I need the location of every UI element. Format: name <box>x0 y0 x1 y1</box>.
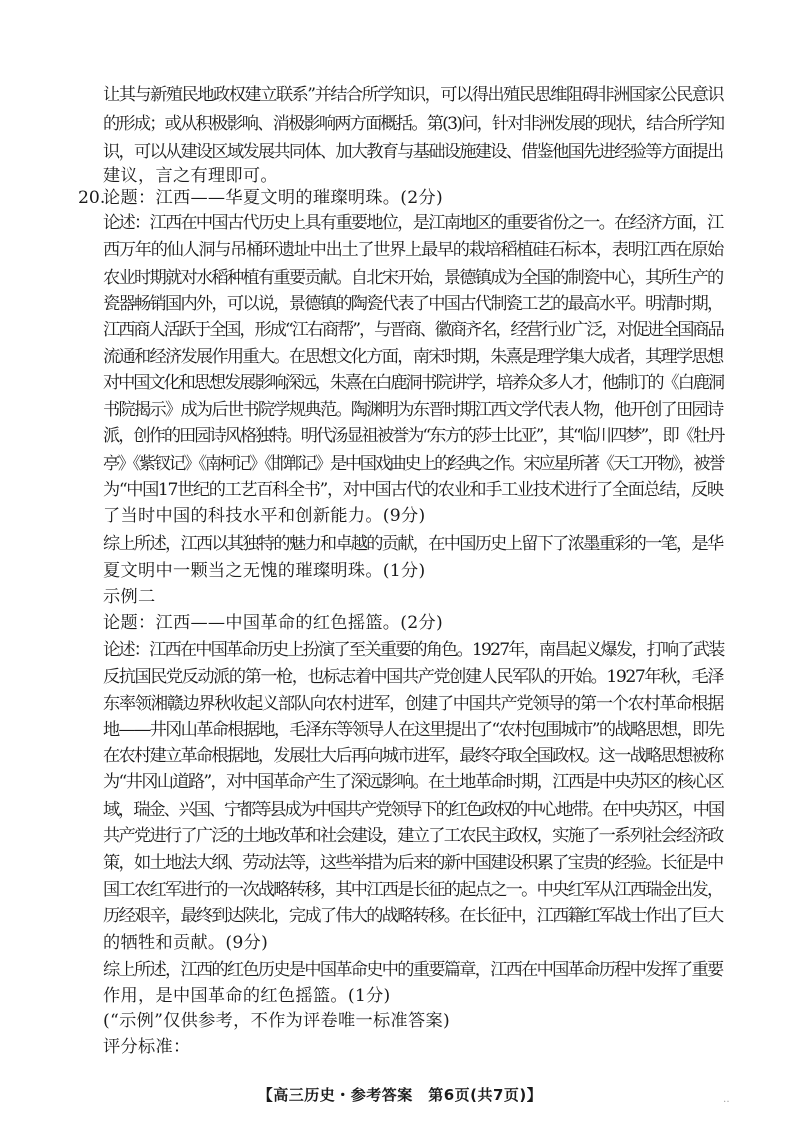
text-line: 评分标准： <box>103 1037 191 1057</box>
text-line: 的形成；或从积极影响、消极影响两方面概括。第(3)问，针对非洲发展的现状，结合所学知 <box>103 114 724 134</box>
text-line: 历经艰辛，最终到达陕北，完成了伟大的战略转移。在长征中，江西籍红军战士作出了巨大 <box>103 906 723 926</box>
text-line: 瓷器畅销国内外，可以说，景德镇的陶瓷代表了中国古代制瓷工艺的最高水平。明清时期， <box>103 294 723 314</box>
text-line: 作用，是中国革命的红色摇篮。(1分) <box>103 986 391 1006</box>
text-line: 域，瑞金、兴国、宁都等县成为中国共产党领导下的红色政权的中心地带。在中央苏区，中国 <box>103 800 723 820</box>
text-line: 在农村建立革命根据地，发展壮大后再向城市进军，最终夺取全国政权。这一战略思想被称 <box>103 746 723 766</box>
text-line: 东率领湘赣边界秋收起义部队向农村进军，创建了中国共产党领导的第一个农村革命根据 <box>103 694 724 714</box>
text-line: 建议，言之有理即可。 <box>103 166 278 186</box>
text-line: 农业时期就对水稻种植有重要贡献。自北宋开始，景德镇成为全国的制瓷中心，其所生产的 <box>103 268 723 288</box>
text-line: 西万年的仙人洞与吊桶环遗址中出土了世界上最早的栽培稻植硅石标本，表明江西在原始 <box>103 240 724 260</box>
text-line: 反抗国民党反动派的第一枪，也标志着中国共产党创建人民军队的开始。1927年秋，毛泽 <box>103 667 723 687</box>
text-line: 策，如土地法大纲、劳动法等，这些举措为后来的新中国建设积累了宝贵的经验。长征是中 <box>103 853 723 873</box>
text-line: 了当时中国的科技水平和创新能力。(9分) <box>103 506 426 526</box>
text-line: 综上所述，江西的红色历史是中国革命史中的重要篇章，江西在中国革命历程中发挥了重要 <box>103 960 723 980</box>
text-line: 论题：江西——中国革命的红色摇篮。(2分) <box>103 613 444 633</box>
scan-mark: ‥ <box>723 1094 730 1105</box>
text-line: 对中国文化和思想发展影响深远，朱熹在白鹿洞书院讲学，培养众多人才，他制订的《白鹿洞 <box>103 373 723 393</box>
text-line: 国工农红军进行的一次战略转移，其中江西是长征的起点之一。中央红军从江西瑞金出发， <box>103 880 723 900</box>
text-line: 让其与新殖民地政权建立联系”并结合所学知识，可以得出殖民思维阻碍非洲国家公民意识 <box>103 85 724 105</box>
text-line: 示例二 <box>103 587 156 607</box>
text-line: 的牺牲和贡献。(9分) <box>103 933 269 953</box>
page-footer: 【高三历史・参考答案 第6页(共7页)】 <box>257 1086 543 1104</box>
text-line: 共产党进行了广泛的土地改革和社会建设，建立了工农民主政权，实施了一系列社会经济政 <box>103 826 723 846</box>
text-line: 地——井冈山革命根据地，毛泽东等领导人在这里提出了“农村包围城市”的战略思想，即先 <box>103 720 724 740</box>
text-line: 亭》《紫钗记》《南柯记》《邯郸记》是中国戏曲史上的经典之作。宋应星所著《天工开物》，被誉 <box>103 454 724 474</box>
text-line: 论述：江西在中国古代历史上具有重要地位，是江南地区的重要省份之一。在经济方面，江 <box>103 213 723 233</box>
text-line: 夏文明中一颗当之无愧的璀璨明珠。(1分) <box>103 561 426 581</box>
text-line: 论题：江西——华夏文明的璀璨明珠。(2分) <box>103 188 444 208</box>
text-line: 江西商人活跃于全国，形成“江右商帮”，与晋商、徽商齐名，经营行业广泛，对促进全国商品 <box>103 320 723 340</box>
text-line: 为“井冈山道路”，对中国革命产生了深远影响。在土地革命时期，江西是中央苏区的核心区 <box>103 772 724 792</box>
text-line: 派，创作的田园诗风格独特。明代汤显祖被誉为“东方的莎士比亚”，其“临川四梦”，即《牡丹 <box>103 426 724 446</box>
text-line: (“示例”仅供参考，不作为评卷唯一标准答案) <box>103 1011 450 1031</box>
text-line: 识，可以从建设区域发展共同体、加大教育与基础设施建设、借鉴他国先进经验等方面提出 <box>103 142 723 162</box>
text-line: 综上所述，江西以其独特的魅力和卓越的贡献，在中国历史上留下了浓墨重彩的一笔，是华 <box>103 534 723 554</box>
text-line: 书院揭示》成为后世书院学规典范。陶渊明为东晋时期江西文学代表人物，他开创了田园诗 <box>103 400 723 420</box>
text-line: 为“中国17世纪的工艺百科全书”，对中国古代的农业和手工业技术进行了全面总结，反映 <box>103 480 723 500</box>
item-number: 20. <box>78 188 106 208</box>
text-line: 流通和经济发展作用重大。在思想文化方面，南宋时期，朱熹是理学集大成者，其理学思想 <box>103 347 723 367</box>
text-line: 论述：江西在中国革命历史上扮演了至关重要的角色。1927年，南昌起义爆发，打响了武装 <box>103 640 724 660</box>
